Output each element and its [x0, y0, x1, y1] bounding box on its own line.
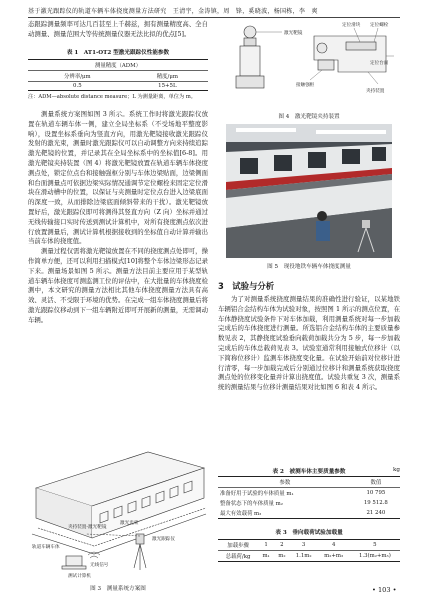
laser-tracker-icon [134, 534, 146, 570]
table-2-cell: 21 240 [366, 510, 386, 516]
figure-5-photo [226, 124, 392, 258]
table-2 [218, 467, 400, 519]
left-body [28, 110, 208, 326]
fig3-label-computer: 测试计算机 [68, 574, 91, 579]
fig3-label-wireless: 无线信号 [90, 563, 109, 568]
figure-5-caption: 图 5 现役地铁车辆车体挠度测量 [267, 264, 351, 270]
figure-4 [218, 20, 400, 120]
figure-3-caption: 图 3 测量系统方案图 [90, 586, 146, 592]
fig4-label-slider: 定位滑块 [342, 23, 361, 28]
paragraph-system: 测量系统方案图如图 3 所示。系统工作时将激光跟踪仪放置在轨道车辆车体一侧，建立全局坐标系（不受场地平整度影响），设置坐标系垂向为竖直方向，用激光靶镜接收激光跟踪仪发射的激光束，测量时激光跟踪仪可以自动调整方向来持续追踪激光靶镜的位置，并记录其在全局坐标系中的坐标值[6-8]。用激光靶镜夹持装置（图 4）将激光靶镜放置在轨道车辆车体挠度测点处，锁定位点台和接触强枢分别与车体边梁贴面，边梁侧面和台面测量点可依据边梁实际情况通调节定位螺栓来固定定位滑块在滑动槽中的位置，以保证与夹测量时定位点台进入边梁底面的深度一致，从而排除边梁底面倾斜带来的干扰）。激光靶镜放置好后，激光跟踪仪即可将测得其竖直方向（Z 向）坐标并通过无线传输接口实时传送到测试计算机中，对所有挠度测点依次进行放置测量后，测试计算机根据接收到的坐标值自动计算并输出当前车体的挠度值。 [28, 110, 208, 246]
table-2-grid [218, 476, 400, 519]
metro-train-photo [226, 124, 392, 258]
fig4-label-reflector: 激光靶镜 [284, 31, 303, 36]
table-2-cell: 10 795 [366, 490, 386, 496]
table-3 [218, 528, 400, 562]
table-1-note: 注：ADM—absolute distance measure；L 为测量距离，单位为 m。 [28, 94, 196, 100]
fig4-label-bolt: 定位螺栓 [370, 23, 389, 28]
table-3-cell: 1.1m₂ [295, 553, 312, 559]
paragraph-process: 测量过程仅需将激光靶镜放置在不同的挠度测点处即可，操作简单方便，还可以利用扫描模式[10]将整个车体边梁形态记录下来。测量场景如图 5 所示。测量方法目前主要应用于某型轨道车辆车体挠度可测监测工位的评估中，在大批量的车体挠度检测中，本文研究的测量方法相比其他车体挠度测量方法具有高效、灵活、不受限于环境的优势。在完成一组车体挠度测量后将激光跟踪仪移动到下一组车辆附近即可开展新的测量，无需调动车辆。 [28, 247, 208, 324]
table-3-cell: m₂+m₃ [324, 553, 344, 559]
table-1-group-header: 测量精度（ADM） [94, 63, 142, 69]
table-2-caption: 表 2 被测车体主要质量参数 [272, 469, 346, 475]
table-3-row-label: 总载荷/kg [225, 554, 251, 560]
table-1-caption: 表 1 AT1-OT2 型激光跟踪仪性能参数 [66, 50, 170, 56]
table-1 [28, 48, 208, 100]
table-3-cell: m₁ [262, 553, 270, 559]
figure-5 [218, 262, 400, 270]
left-column [28, 20, 208, 40]
fig3-label-tracker: 激光跟踪仪 [152, 537, 175, 542]
table-2-header-cell: 参数 [279, 480, 291, 486]
measurement-system-diagram [28, 448, 208, 580]
table-1-header-cell: 分辨率/μm [64, 74, 91, 80]
paragraph-experiment: 为了对测量系统挠度测量结果的准确性进行验证，以某地铁车辆铝合金结构车体为试验对象，按照图 1 所示的测点位置，在车体静挠度试验条件下对车体加载，利用测量系统对每一步加载完成后的车体挠度进行测量。所选铝合金结构车体的主要质量参数见表 2，其静挠度试验垂向载荷加载共分为 5 步，每一步加载完成后的车体总载荷见表 3。试验室通常利用接触式位移计（以下简称位移计）监测车体挠度变化量。在试验开始前对位移计进行清零，每一步加载完成后分别通过位移计和测量系统获取挠度测点处的位移变化量并计算出挠度值。试验共重复 3 次，测量系统的测量结果与位移计测量结果对比如图 6 和表 4 所示。 [218, 295, 400, 392]
table-2-cell: 整备状态下的车体质量 m₂ [220, 501, 283, 507]
reflector-icon [244, 26, 256, 38]
table-2-header-cell: 数值 [370, 480, 382, 486]
table-3-caption: 表 3 垂向载荷试验加载量 [275, 530, 343, 536]
paragraph-intro: 态跟踪测量频率可达几百甚至上千赫兹，拥有测量精度高、全自动测量、测量范围大等传统测量仪器无法比拟的优点[5]。 [28, 20, 208, 38]
table-3-header-cell: 4 [331, 542, 336, 548]
figure-3 [28, 448, 208, 593]
table-3-cell: 1.3(m₂+m₃) [358, 553, 391, 559]
running-header: 基于激光跟踪仪的轨道车辆车体挠度测量方法研究 王清宇，金涛镇，周 锋，奚晓波，杨国栋，李 爽 [28, 6, 400, 18]
fig3-label-vehicle: 轨道车辆车体 [32, 545, 60, 550]
table-2-cell: 最大有效载荷 m₃ [220, 511, 262, 517]
table-1-cell: 15+5L [158, 83, 177, 89]
table-1-header-cell: 精度/μm [156, 74, 178, 80]
fig4-label-fixture: 夹持装置 [366, 89, 385, 94]
table-2-cell: 准备好用于试验的车体质量 m₁ [220, 491, 294, 497]
fig4-label-table: 定位台面 [370, 61, 389, 66]
fig4-label-contact: 接触强枢 [296, 83, 315, 88]
figure-4-caption: 图 4 激光靶镜夹持装置 [278, 114, 340, 120]
table-1-grid [28, 59, 208, 91]
fig3-label-beam: 激光光束 [120, 521, 139, 526]
table-3-header-cell: 2 [280, 542, 284, 548]
section-title: 3 试验与分析 [218, 281, 275, 291]
table-3-header-cell: 1 [264, 542, 268, 548]
table-3-header-cell: 5 [373, 542, 377, 548]
table-3-grid [218, 539, 400, 562]
table-2-cell: 19 512.8 [363, 500, 388, 506]
section-3 [218, 280, 400, 393]
table-2-unit: kg [393, 467, 400, 473]
fig3-label-mount: 夹持装置-激光靶镜 [68, 525, 107, 530]
table-3-cell: m₂ [278, 553, 286, 559]
table-1-cell: 0.5 [73, 83, 82, 89]
table-3-header-cell: 加载步骤 [227, 543, 249, 549]
table-3-header-cell: 3 [301, 542, 306, 548]
fixture-diagram [218, 20, 400, 108]
page-number: • 103 • [372, 586, 397, 594]
computer-icon [62, 556, 86, 569]
